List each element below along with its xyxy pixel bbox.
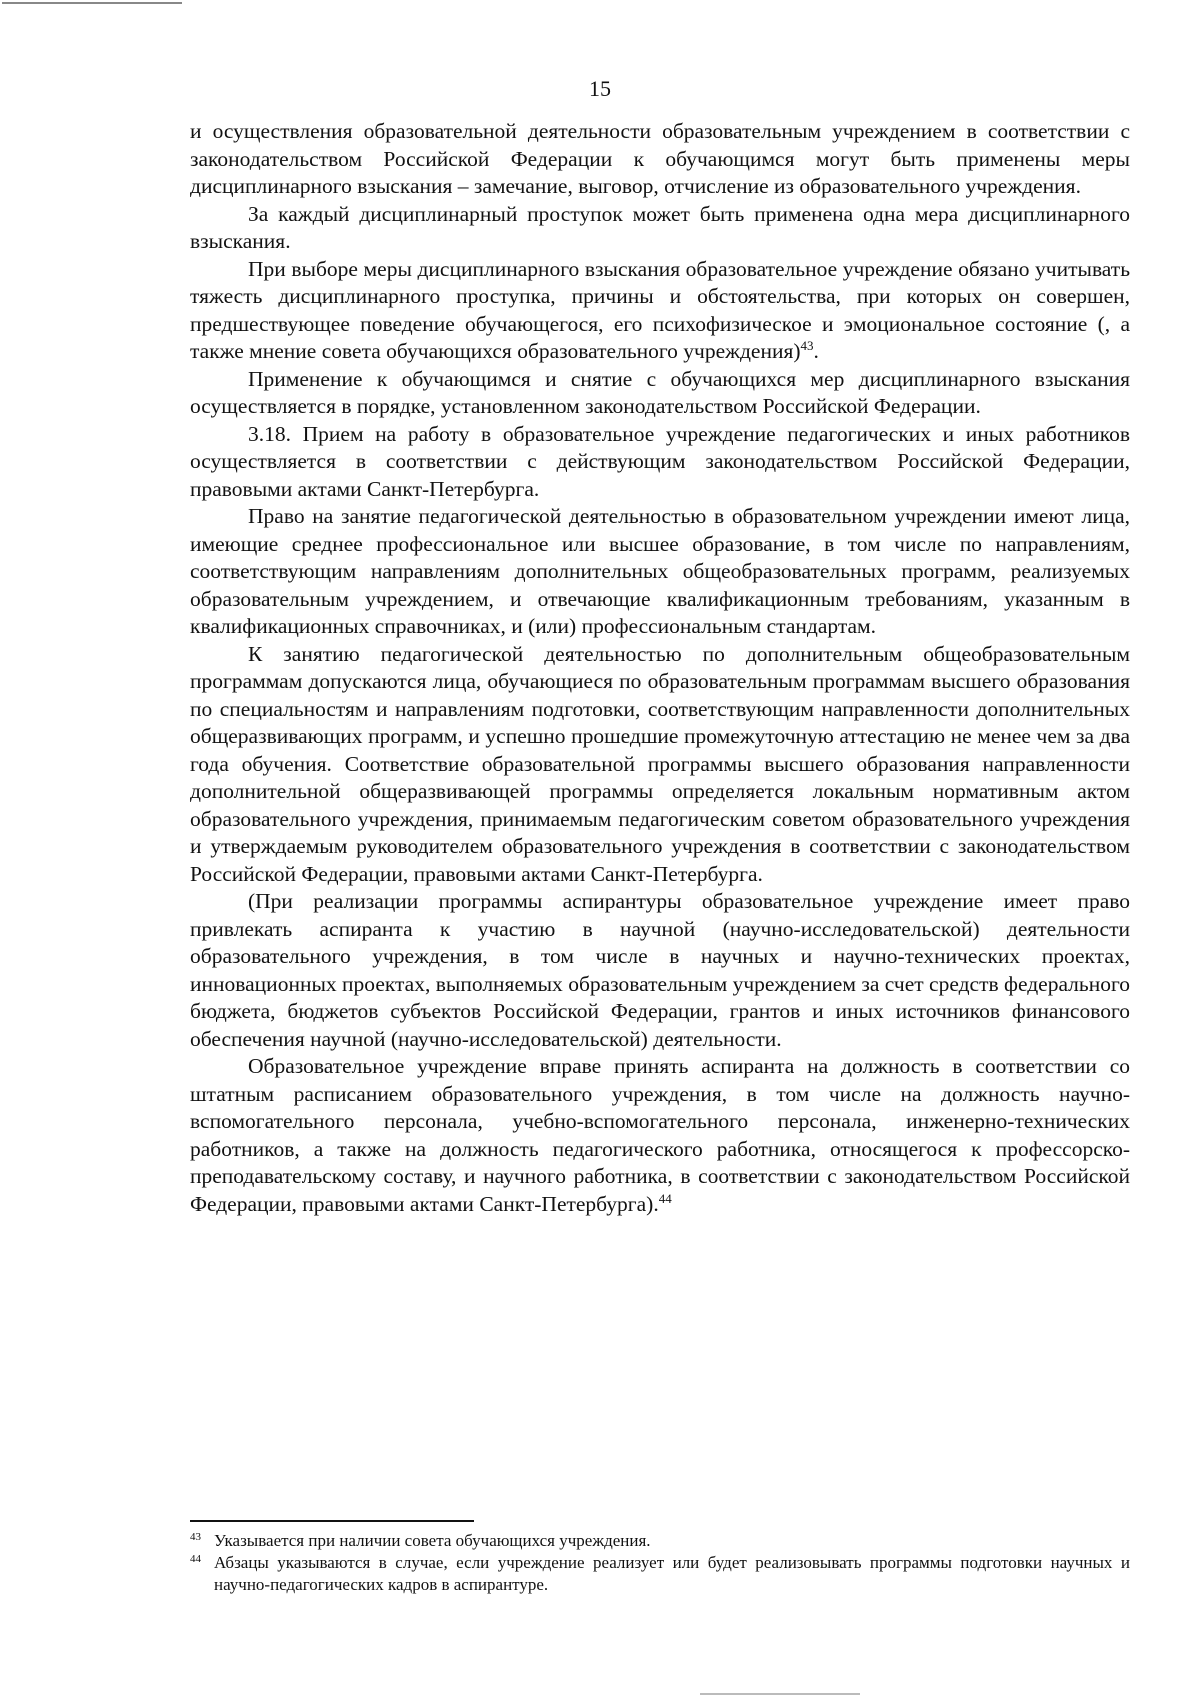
paragraph-2: За каждый дисциплинарный проступок может быть применена одна мера дисциплинарного взыскания. [190, 201, 1130, 253]
paragraph-3-text: При выборе меры дисциплинарного взыскания образовательное учреждение обязано учитывать тяжесть дисциплинарного проступка, причины и обстоятельства, при которых он совершен, предшествующее поведение обучающегося, его психофизическое и эмоциональное состояние (, а также мнение совета обучающихся образовательного учреждения) [190, 256, 1130, 363]
paragraph-9-text: Образовательное учреждение вправе принять аспиранта на должность в соответствии со штатным расписанием образовательного учреждения, в том числе на должность научно-вспомогательного персонала, учебно-вспомогательного персонала, инженерно-технических работников, а также на должность педагогического работника, относящегося к профессорско-преподавательскому составу, и научного работника, в соответствии с законодательством Российской Федерации, правовыми актами Санкт-Петербурга). [190, 1054, 1130, 1216]
footnote-number: 43 [190, 1531, 201, 1543]
paragraph-3-end: . [813, 339, 819, 363]
footnote-text: Абзацы указываются в случае, если учреждение реализует или будет реализовывать программы подготовки научных и научно-педагогических кадров в аспирантуре. [214, 1553, 1130, 1594]
footnotes [190, 1530, 1130, 1596]
paragraph-4: Применение к обучающимся и снятие с обучающихся мер дисциплинарного взыскания осуществляется в порядке, установленном законодательством Российской Федерации. [190, 366, 1130, 418]
paragraph-8: (При реализации программы аспирантуры образовательное учреждение имеет право привлекать аспиранта к участию в научной (научно-исследовательской) деятельности образовательного учреждения, в том числе в научных и научно-технических проектах, инновационных проектах, выполняемых образовательным учреждением за счет средств федерального бюджета, бюджетов субъектов Российской Федерации, грантов и иных источников финансового обеспечения научной (научно-исследовательской) деятельности. [190, 889, 1130, 1051]
footnote-43 [190, 1530, 1130, 1552]
scan-edge-mark-top [2, 2, 182, 4]
footnote-ref-44: 44 [658, 1190, 672, 1206]
scan-edge-mark-bottom [700, 1693, 860, 1695]
footnote-44 [190, 1552, 1130, 1596]
footnote-number: 44 [190, 1553, 201, 1565]
footnote-text: Указывается при наличии совета обучающихся учреждения. [214, 1531, 651, 1550]
paragraph-3 [190, 256, 1130, 366]
paragraph-7: К занятию педагогической деятельностью по дополнительным общеобразовательным программам допускаются лица, обучающиеся по образовательным программам высшего образования по специальностям и направлениям подготовки, соответствующим направленности дополнительных общеразвивающих программ, и успешно прошедшие промежуточную аттестацию не менее чем за два года обучения. Соответствие образовательной программы высшего образования направленности дополнительной общеразвивающей программы определяется локальным нормативным актом образовательного учреждения, принимаемым педагогическим советом образовательного учреждения и утверждаемым руководителем образовательного учреждения в соответствии с законодательством Российской Федерации, правовыми актами Санкт-Петербурга. [190, 641, 1130, 886]
paragraph-5: 3.18. Прием на работу в образовательное учреждение педагогических и иных работников осуществляется в соответствии с действующим законодательством Российской Федерации, правовыми актами Санкт-Петербурга. [190, 421, 1130, 501]
paragraph-1: и осуществления образовательной деятельности образовательным учреждением в соответствии с законодательством Российской Федерации к обучающимся могут быть применены меры дисциплинарного взыскания – замечание, выговор, отчисление из образовательного учреждения. [190, 119, 1130, 198]
page-number: 15 [589, 76, 611, 101]
footnote-separator [190, 1520, 474, 1522]
paragraph-6: Право на занятие педагогической деятельностью в образовательном учреждении имеют лица, имеющие среднее профессиональное или высшее образование, в том числе по направлениям, соответствующим направлениям дополнительных общеобразовательных программ, реализуемых образовательным учреждением, и отвечающие квалификационным требованиям, указанным в квалификационных справочниках, и (или) профессиональным стандартам. [190, 504, 1130, 638]
paragraph-9 [190, 1053, 1130, 1218]
document-body [190, 118, 1130, 1218]
footnote-ref-43: 43 [800, 337, 814, 353]
